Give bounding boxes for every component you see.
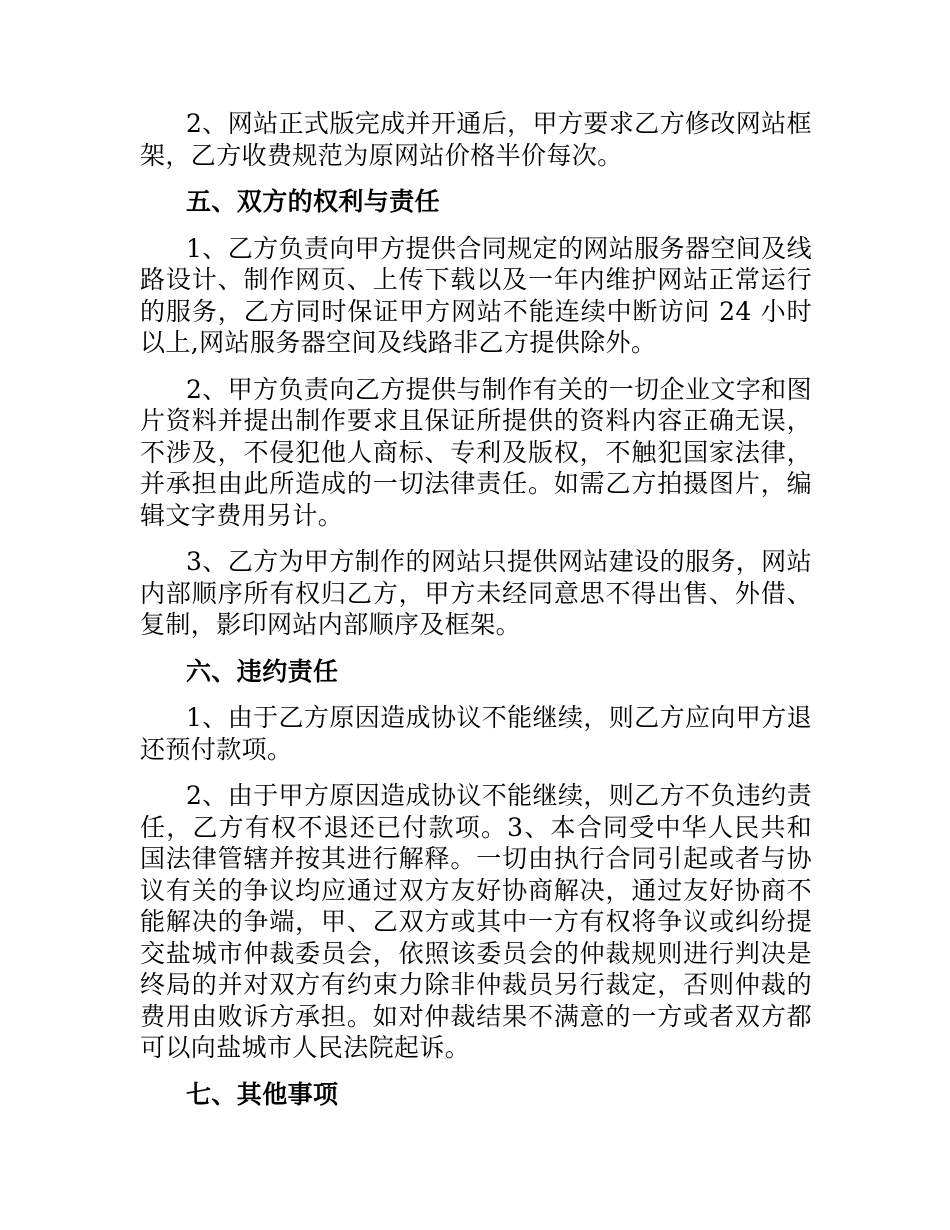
section-5-heading: 五、双方的权利与责任	[186, 187, 441, 216]
clause-6-1-paragraph: 1、由于乙方原因造成协议不能继续，则乙方应向甲方退还预付款项。	[140, 703, 812, 764]
document-body	[140, 108, 812, 1125]
section-7-heading: 七、其他事项	[186, 1079, 339, 1109]
section-6-heading: 六、违约责任	[186, 656, 339, 686]
clause-5-2-paragraph: 2、甲方负责向乙方提供与制作有关的一切企业文字和图片资料并提出制作要求且保证所提供的资料内容正确无误，不涉及，不侵犯他人商标、专利及版权，不触犯国家法律，并承担由此所造成的一切法律责任。如需乙方拍摄图片，编辑文字费用另计。	[140, 374, 812, 530]
clause-6-2-paragraph: 2、由于甲方原因造成协议不能继续，则乙方不负违约责任，乙方有权不退还已付款项。3、本合同受中华人民共和国法律管辖并按其进行解释。一切由执行合同引起或者与协议有关的争议均应通过双方友好协商解决，通过友好协商不能解决的争端，甲、乙双方或其中一方有权将争议或纠纷提交盐城市仲裁委员会，依照该委员会的仲裁规则进行判决是终局的并对双方有约束力除非仲裁员另行裁定，否则仲裁的费用由败诉方承担。如对仲裁结果不满意的一方或者双方都可以向盐城市人民法院起诉。	[140, 781, 812, 1062]
clause-4-2-paragraph: 2、网站正式版完成并开通后，甲方要求乙方修改网站框架，乙方收费规范为原网站价格半价每次。	[140, 109, 812, 170]
clause-5-3-paragraph: 3、乙方为甲方制作的网站只提供网站建设的服务，网站内部顺序所有权归乙方，甲方未经同意思不得出售、外借、复制，影印网站内部顺序及框架。	[140, 547, 812, 639]
clause-5-1-paragraph: 1、乙方负责向甲方提供合同规定的网站服务器空间及线路设计、制作网页、上传下载以及一年内维护网站正常运行的服务，乙方同时保证甲方网站不能连续中断访问 24 小时以上,网站服务器空间及线路非乙方提供除外。	[140, 233, 812, 357]
